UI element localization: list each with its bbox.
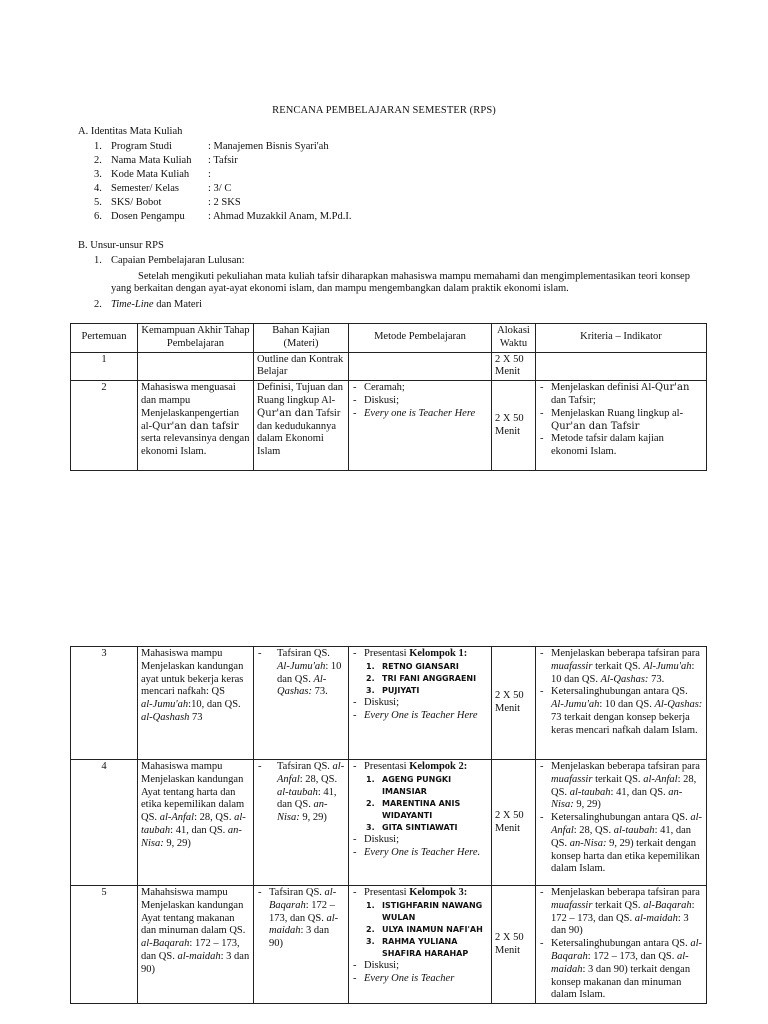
header-bahan: Bahan Kajian (Materi) <box>254 324 349 353</box>
text: Tafsiran QS. <box>277 761 333 772</box>
list-item <box>352 761 488 774</box>
cell-metode <box>349 760 492 886</box>
list-item <box>257 648 345 699</box>
list-item <box>539 887 703 938</box>
text: Every One is Teacher <box>364 972 455 984</box>
identity-value: : 2 SKS <box>208 197 241 209</box>
cell-metode <box>349 381 492 471</box>
kriteria-list <box>539 887 703 1002</box>
cell-metode <box>349 886 492 1004</box>
text: :10, dan QS. <box>188 699 241 711</box>
text: al-Anfal <box>643 773 678 785</box>
identity-value: : Tafsir <box>208 155 238 167</box>
list-item: 1. ISTIGHFARIN NAWANG WULAN <box>366 900 483 922</box>
text: Every One is Teacher Here. <box>364 846 481 858</box>
identity-num: 1. <box>94 141 102 153</box>
table-header-row <box>71 324 707 353</box>
text: : 3 dan 90) terkait dengan konsep makanan dan minuman dalam Islam. <box>551 963 691 1001</box>
cell-metode <box>349 647 492 760</box>
table-row <box>71 352 707 381</box>
member-name: RAHMA YULIANA SHAFIRA HARAHAP <box>382 936 469 958</box>
text: : 28, QS. <box>299 773 338 785</box>
list-item: - Diskusi; <box>352 395 488 408</box>
metode-list <box>352 834 488 860</box>
text: Menjelaskan definisi Al- <box>551 382 655 394</box>
list-item <box>539 648 703 686</box>
text: al-maidah <box>551 950 689 975</box>
text: serta relevansinya dengan ekonomi Islam. <box>141 433 250 458</box>
metode-list <box>352 697 488 723</box>
identity-row-kode-mata-kuliah <box>94 169 352 183</box>
sub-num: 1. <box>94 254 102 266</box>
text: Al-Qashas: <box>600 673 649 685</box>
text: al-Baqarah <box>141 938 190 950</box>
text: Menjelaskan beberapa tafsiran para <box>551 648 700 659</box>
metode-list <box>352 648 488 661</box>
list-item: 3. RAHMA YULIANA SHAFIRA HARAHAP <box>366 936 469 958</box>
text: Presentasi <box>364 887 410 898</box>
text: al-Qashash <box>141 711 190 723</box>
cell-alokasi: 2 X 50 Menit <box>492 760 536 886</box>
table-row <box>71 381 707 471</box>
text: : 28, QS. <box>194 812 235 824</box>
cell-kemampuan <box>138 352 254 381</box>
cell-kriteria <box>536 760 707 886</box>
text: al-Baqarah <box>269 887 337 911</box>
text: al-Jumu'ah <box>141 699 189 711</box>
text: Presentasi <box>364 648 410 659</box>
bahan-list <box>257 887 345 951</box>
list-item <box>352 887 488 900</box>
list-item <box>539 408 703 434</box>
header-alokasi: Alokasi Waktu <box>492 324 536 353</box>
list-item: 2. ULYA INAMUN NAFI'AH <box>366 924 483 934</box>
text: al-taubah <box>613 824 655 836</box>
cell-kriteria <box>536 647 707 760</box>
group-label: Kelompok 1: <box>409 648 468 659</box>
text: 73. <box>648 673 665 685</box>
kriteria-list <box>539 761 703 876</box>
text: terkait QS. <box>592 773 644 785</box>
metode-list <box>352 960 488 986</box>
text: 9, 29) <box>299 812 327 824</box>
text: : 10 dan QS. <box>277 660 342 685</box>
section-identitas <box>78 126 352 225</box>
text: an-Nisa: <box>277 799 328 824</box>
text: 73. <box>312 686 328 698</box>
metode-list <box>352 887 488 900</box>
text: : 3 dan 90) <box>141 950 250 975</box>
list-item: - Diskusi; <box>352 834 488 847</box>
text: Mahasiswa mampu Menjelaskan kandungan Ayat tentang harta dan etika kepemilikan dalam QS. <box>141 761 245 824</box>
cell-kemampuan <box>138 886 254 1004</box>
list-item: - Diskusi; <box>352 697 488 710</box>
bahan-list <box>257 648 345 699</box>
identity-label: Kode Mata Kuliah <box>111 169 190 181</box>
list-item: 1. RETNO GIANSARI <box>366 661 459 671</box>
text: Every One is Teacher Here <box>364 709 478 721</box>
member-name: GITA SINTIAWATI <box>382 822 458 832</box>
list-item <box>352 847 488 860</box>
member-name: ULYA INAMUN NAFI'AH <box>382 924 483 934</box>
text: Al-Qashas: <box>277 673 327 698</box>
group-member-list <box>352 661 488 697</box>
text: 9, 29) <box>163 837 191 849</box>
header-metode: Metode Pembelajaran <box>349 324 492 353</box>
text: Al-Jumu'ah <box>551 699 600 711</box>
cell-bahan <box>254 760 349 886</box>
text: : 3 dan 90) <box>269 925 330 950</box>
list-item: 3. GITA SINTIAWATI <box>366 822 458 832</box>
bahan-list <box>257 761 345 825</box>
text: 9, 29) terkait dengan konsep harta dan etika kepemilikan dalam Islam. <box>551 837 700 875</box>
text: Al-Jumu'ah <box>643 660 692 672</box>
text: : 172 – 173, dan QS. <box>141 938 240 962</box>
text: Menjelaskan Ruang lingkup al- <box>551 407 684 419</box>
header-kriteria: Kriteria – Indikator <box>536 324 707 353</box>
identity-label: Dosen Pengampu <box>111 211 185 223</box>
identity-value: : Manajemen Bisnis Syari'ah <box>208 141 329 153</box>
list-item: 2. MARENTINA ANIS WIDAYANTI <box>366 798 461 820</box>
capaian-heading <box>94 255 718 268</box>
text: Definisi, Tujuan dan Ruang lingkup Al- <box>257 382 344 406</box>
text-arabic: Qur'an dan <box>257 407 314 419</box>
text: al-maidah <box>269 912 339 937</box>
cell-bahan <box>254 647 349 760</box>
text: Ketersalinghubungan antara QS. <box>551 938 691 950</box>
capaian-text: Setelah mengikuti pekuliahan mata kuliah tafsir diharapkan mahasiswa mampu memahami dan mengimplementasikan teori konsep yang berkaitan dengan ayat-ayat ekonomi islam, dan mampu mengembangkan dalam praktik ekonomi islam. <box>111 270 690 295</box>
text: : 3 dan 90) <box>551 912 689 937</box>
list-item: 2. TRI FANI ANGGRAENI <box>366 673 477 683</box>
cell-kriteria <box>536 352 707 381</box>
identity-row-dosen-pengampu <box>94 211 352 225</box>
list-item <box>539 812 703 876</box>
kriteria-list <box>539 382 703 459</box>
member-name: ISTIGHFARIN NAWANG WULAN <box>382 900 483 922</box>
section-b-heading: B. Unsur-unsur RPS <box>78 240 164 251</box>
text: muafassir <box>551 660 593 672</box>
rps-table-page2 <box>70 646 707 1004</box>
cell-pertemuan: 1 <box>71 352 138 381</box>
text: 9, 29) <box>573 799 601 811</box>
sub-label-italic: Time-Line <box>111 299 154 311</box>
cell-alokasi: 2 X 50 Menit <box>492 381 536 471</box>
cell-kriteria <box>536 886 707 1004</box>
cell-kemampuan <box>138 760 254 886</box>
list-item <box>539 938 703 1002</box>
text: : 41, dan QS. <box>277 786 337 811</box>
text: terkait QS. <box>592 660 644 672</box>
text: Tafsiran QS. <box>269 887 325 898</box>
identity-num: 4. <box>94 183 102 195</box>
text: : 41, dan QS. <box>170 824 228 836</box>
member-name: RETNO GIANSARI <box>382 661 459 671</box>
text: al-Anfal <box>277 761 345 785</box>
metode-list <box>352 761 488 774</box>
text: al-Baqarah <box>551 938 703 962</box>
header-kemampuan: Kemampuan Akhir Tahap Pembelajaran <box>138 324 254 353</box>
identity-label: Program Studi <box>111 141 172 153</box>
cell-pertemuan: 4 <box>71 760 138 886</box>
section-a-heading: A. Identitas Mata Kuliah <box>78 126 183 137</box>
list-item: - Diskusi; <box>352 960 488 973</box>
cell-bahan <box>254 886 349 1004</box>
text: Ketersalinghubungan antara QS. <box>551 686 688 698</box>
list-item <box>352 710 488 723</box>
text: muafassir <box>551 773 593 785</box>
rps-table-page1 <box>70 323 707 471</box>
text: : 10 dan QS. <box>551 660 695 685</box>
cell-kemampuan <box>138 647 254 760</box>
identity-num: 3. <box>94 169 102 181</box>
identity-value: : Ahmad Muzakkil Anam, M.Pd.I. <box>208 211 352 223</box>
identity-num: 2. <box>94 155 102 167</box>
text-arabic: Qur'an dan Tafsir <box>551 420 640 432</box>
identity-label: Nama Mata Kuliah <box>111 155 192 167</box>
text: Every one is Teacher Here <box>364 407 476 419</box>
table-row <box>71 760 707 886</box>
identity-value: : 3/ C <box>208 183 232 195</box>
text: Al-Jumu'ah <box>277 660 326 672</box>
identity-row-sks-bobot <box>94 197 352 211</box>
text: : 28, QS. <box>573 824 614 836</box>
cell-alokasi: 2 X 50 Menit <box>492 352 536 381</box>
document-title: RENCANA PEMBELAJARAN SEMESTER (RPS) <box>272 105 496 116</box>
group-member-list <box>352 774 488 834</box>
text: : 41, dan QS. <box>551 824 692 849</box>
sub-label: Capaian Pembelajaran Lulusan: <box>111 254 245 266</box>
text: Tafsiran QS. <box>277 648 330 659</box>
text: : 41, dan QS. <box>610 786 669 798</box>
text: Tafsir dan kedudukannya dalam Ekonomi Islam <box>257 407 341 458</box>
text: : 172 – 173, dan QS. <box>587 950 677 962</box>
member-name: AGENG PUNGKI IMANSIAR <box>382 774 452 796</box>
text: 73 terkait dengan konsep bekerja keras mencari nafkah dalam Islam. <box>551 711 698 736</box>
sub-label-rest: dan Materi <box>153 299 202 311</box>
text: al-maidah <box>177 950 221 962</box>
text: al-taubah <box>277 786 318 798</box>
text: 73 <box>189 711 203 723</box>
table-row <box>71 886 707 1004</box>
list-item: 3. PUJIYATI <box>366 685 420 695</box>
cell-metode <box>349 352 492 381</box>
list-item <box>539 686 703 737</box>
list-item <box>257 887 345 951</box>
text: al-Baqarah <box>643 899 692 911</box>
list-item <box>352 648 488 661</box>
text: : 28, QS. <box>551 773 697 798</box>
text: Mahasiswa menguasai dan mampu Menjelaskanpengertian al- <box>141 382 239 432</box>
list-item <box>352 973 488 986</box>
cell-pertemuan: 5 <box>71 886 138 1004</box>
list-item: - Ceramah; <box>352 382 488 395</box>
identity-list <box>94 141 352 225</box>
list-item <box>539 382 703 408</box>
text: Mahahsiswa mampu Menjelaskan kandungan Ayat tentang makanan dan minuman dalam QS. <box>141 887 246 937</box>
list-item <box>539 761 703 812</box>
list-item: - Metode tafsir dalam kajian ekonomi Islam. <box>539 433 703 459</box>
identity-num: 5. <box>94 197 102 209</box>
text: Ketersalinghubungan antara QS. <box>551 812 691 824</box>
identity-label: SKS/ Bobot <box>111 197 162 209</box>
group-member-list <box>352 900 488 960</box>
capaian-paragraph <box>111 271 701 297</box>
identity-label: Semester/ Kelas <box>111 183 179 195</box>
cell-bahan: Outline dan Kontrak Belajar <box>254 352 349 381</box>
identity-row-nama-mata-kuliah <box>94 155 352 169</box>
identity-num: 6. <box>94 211 102 223</box>
member-name: TRI FANI ANGGRAENI <box>382 673 477 683</box>
text: an-Nisa: <box>569 837 607 849</box>
timeline-heading <box>94 299 718 312</box>
group-label: Kelompok 2: <box>409 761 468 772</box>
text: Menjelaskan beberapa tafsiran para <box>551 887 700 898</box>
cell-alokasi: 2 X 50 Menit <box>492 886 536 1004</box>
group-label: Kelompok 3: <box>409 887 468 898</box>
text: dan Tafsir; <box>551 394 596 406</box>
identity-row-semester-kelas <box>94 183 352 197</box>
sub-num: 2. <box>94 299 102 311</box>
text: Menjelaskan beberapa tafsiran para <box>551 761 700 772</box>
text: : 10 dan QS. <box>599 699 655 711</box>
text: Al-Qashas: <box>654 699 703 711</box>
cell-kemampuan <box>138 381 254 471</box>
member-name: MARENTINA ANIS WIDAYANTI <box>382 798 461 820</box>
list-item <box>257 761 345 825</box>
cell-pertemuan: 2 <box>71 381 138 471</box>
identity-value: : <box>208 169 211 181</box>
text: al-taubah <box>141 812 246 836</box>
text: Presentasi <box>364 761 410 772</box>
text-arabic: Qur'an dan tafsir <box>152 420 239 432</box>
text: muafassir <box>551 899 593 911</box>
text: al-maidah <box>634 912 678 924</box>
text: al-Anfal <box>159 812 195 824</box>
list-item <box>352 408 488 421</box>
section-unsur-rps <box>78 240 718 312</box>
header-pertemuan: Pertemuan <box>71 324 138 353</box>
kriteria-list <box>539 648 703 738</box>
text: terkait QS. <box>592 899 644 911</box>
cell-pertemuan: 3 <box>71 647 138 760</box>
cell-alokasi: 2 X 50 Menit <box>492 647 536 760</box>
member-name: PUJIYATI <box>382 685 420 695</box>
text: : 172 – 173, dan QS. <box>269 899 335 924</box>
text: al-taubah <box>569 786 611 798</box>
metode-list <box>352 382 488 420</box>
text: : 172 – 173, dan QS. <box>551 899 695 924</box>
table-row <box>71 647 707 760</box>
text-arabic: Qur'an <box>654 382 690 394</box>
cell-bahan <box>254 381 349 471</box>
text: al-Anfal <box>551 812 703 836</box>
list-item: 1. AGENG PUNGKI IMANSIAR <box>366 774 452 796</box>
text: an-Nisa: <box>551 786 683 811</box>
identity-row-program-studi <box>94 141 352 155</box>
cell-kriteria <box>536 381 707 471</box>
text: Mahasiswa mampu Menjelaskan kandungan ayat untuk bekerja keras mencari nafkah: QS <box>141 648 244 698</box>
text: an-Nisa: <box>141 824 242 849</box>
